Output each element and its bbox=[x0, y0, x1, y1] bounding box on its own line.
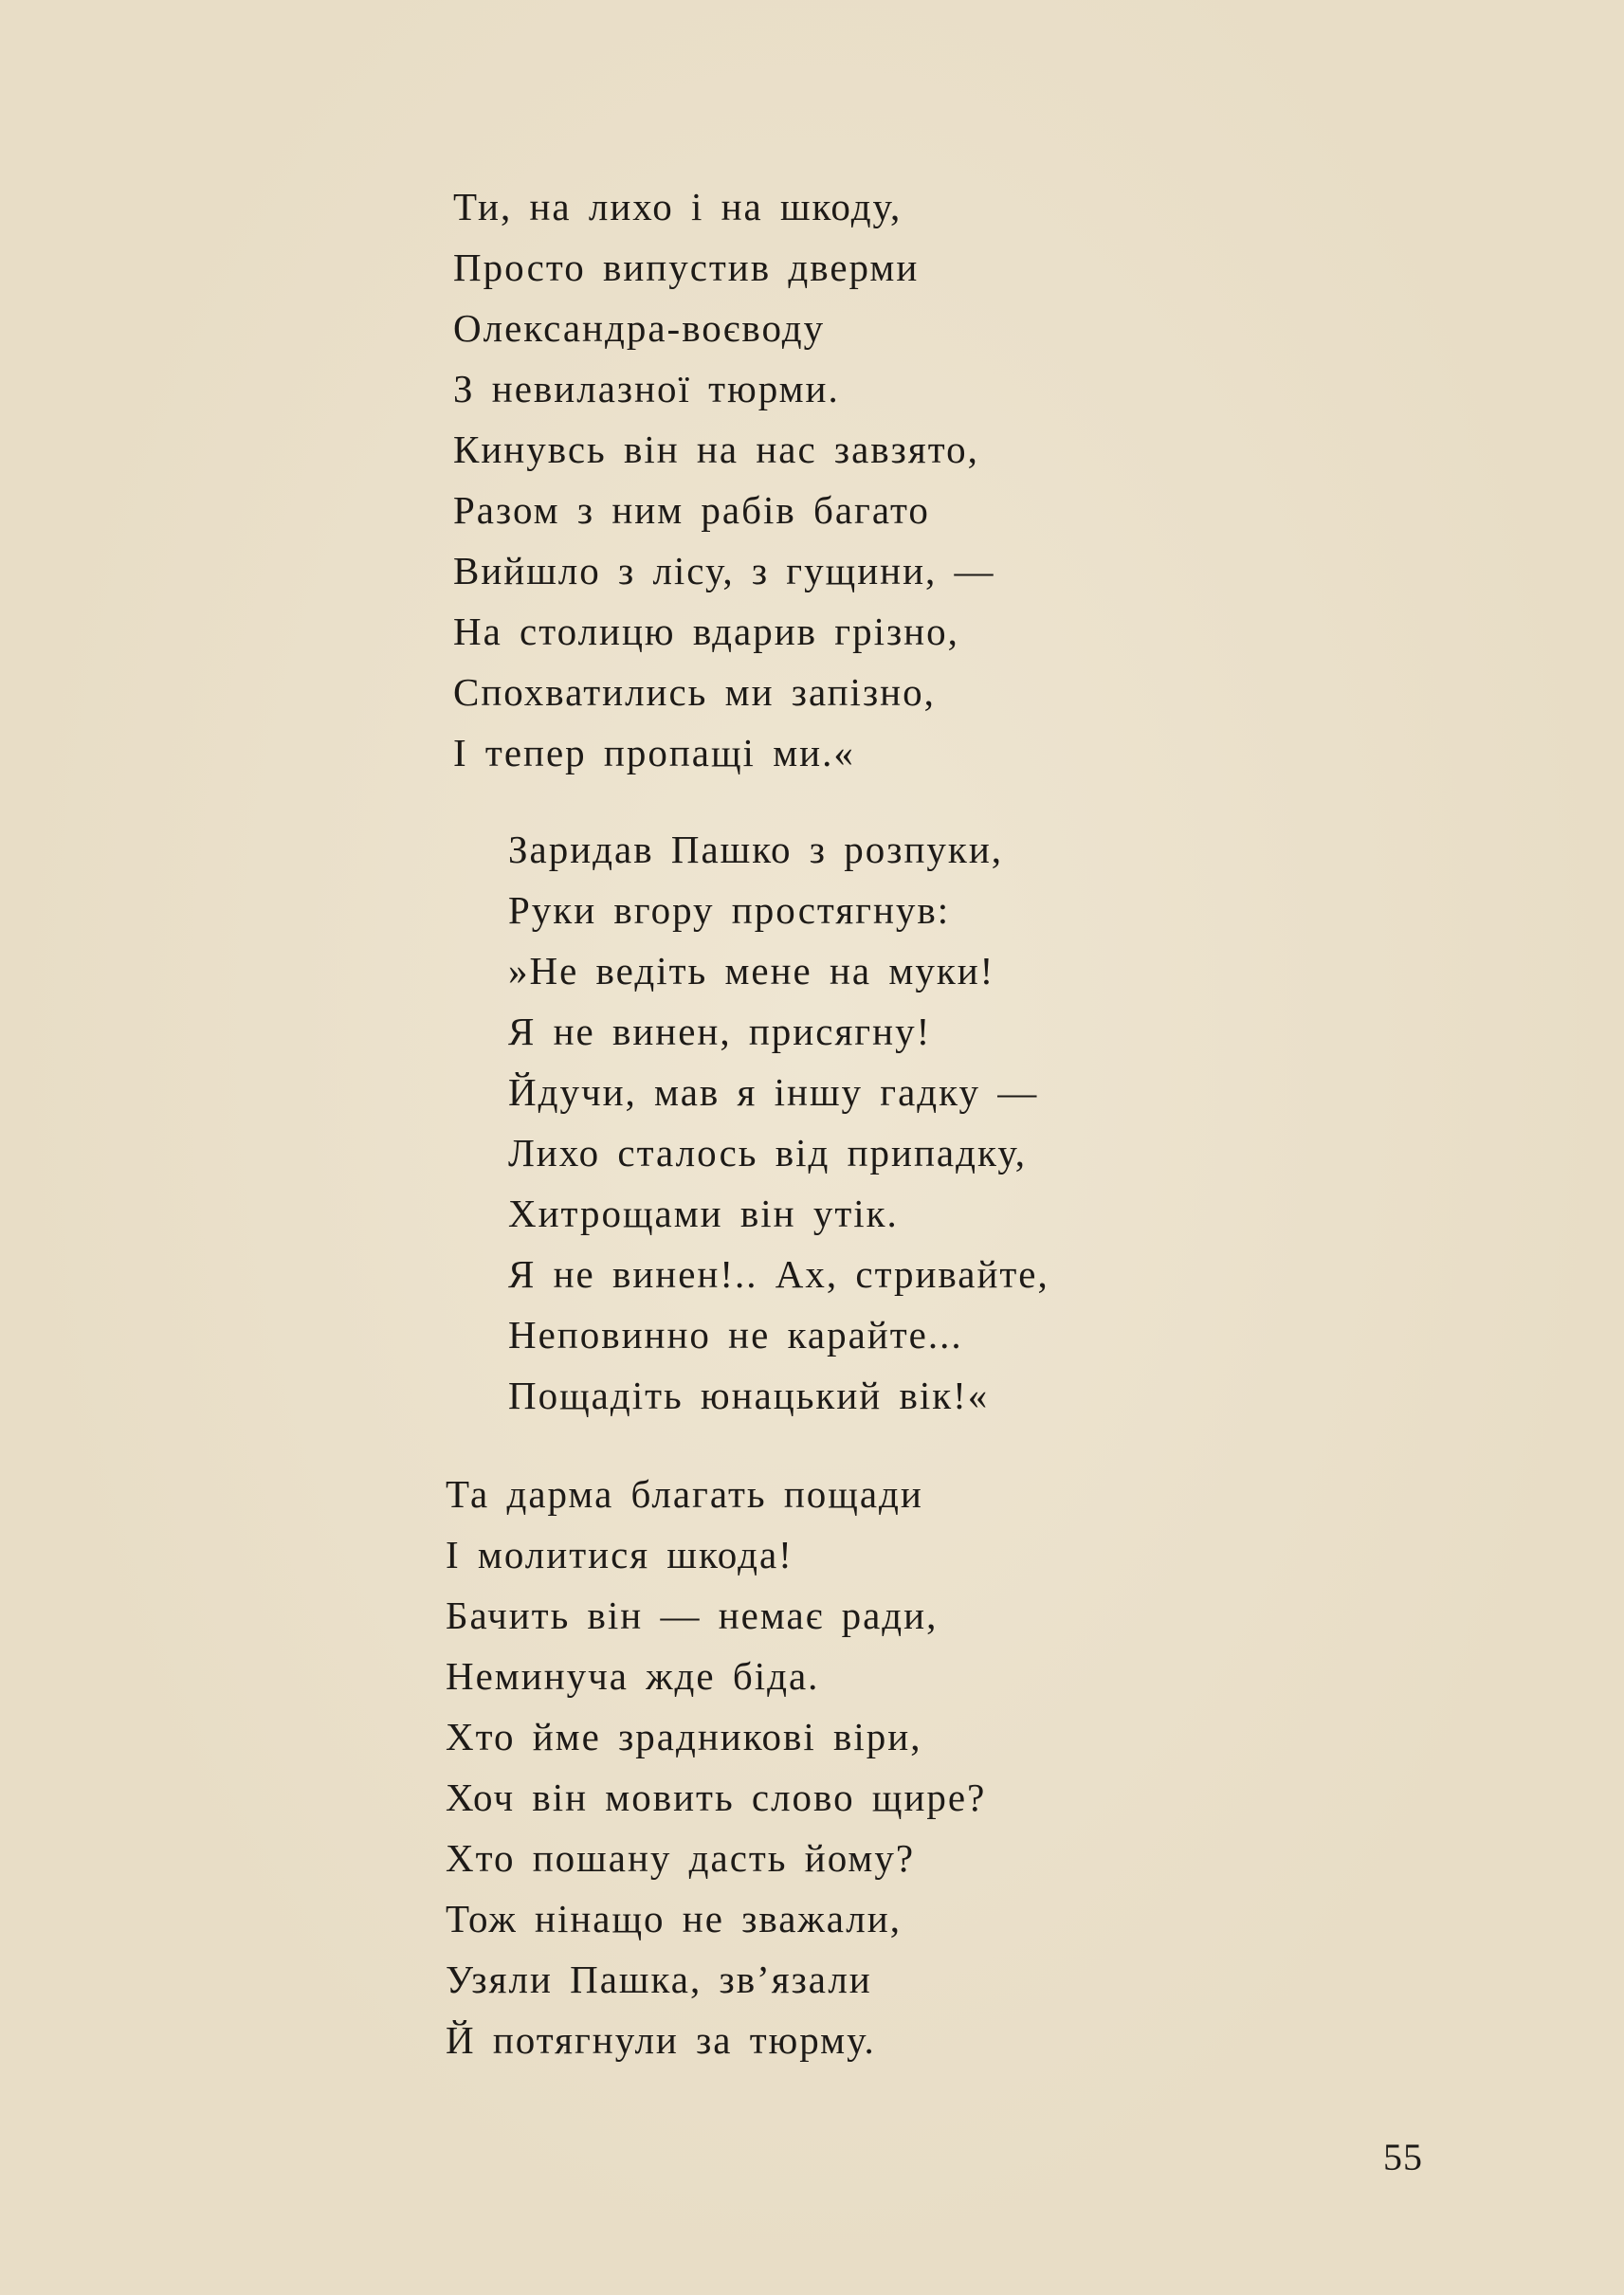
verse-line: Заридав Пашко з розпуки, bbox=[508, 828, 1004, 871]
verse-line: Хоч він мовить слово щире? bbox=[446, 1776, 987, 1819]
verse-line: Узяли Пашка, зв’язали bbox=[446, 1958, 872, 2001]
verse-line: На столицю вдарив грізно, bbox=[453, 610, 959, 653]
verse-line: Олександра-воєводу bbox=[453, 306, 826, 350]
verse-line: Неповинно не карайте... bbox=[508, 1313, 963, 1357]
page-number: 55 bbox=[1383, 2136, 1423, 2178]
verse-line: Та дарма благать пощади bbox=[446, 1472, 923, 1516]
verse-line: Пощадіть юнацький вік!« bbox=[508, 1374, 990, 1417]
verse-line: Кинувсь він на нас завзято, bbox=[453, 428, 979, 471]
verse-line: Тож нінащо не зважали, bbox=[446, 1897, 902, 1940]
verse-line: »Не ведіть мене на муки! bbox=[508, 949, 995, 993]
verse-line: Йдучи, мав я іншу гадку — bbox=[508, 1070, 1039, 1114]
verse-line: Спохватились ми запізно, bbox=[453, 670, 936, 714]
verse-line: Хто йме зрадникові віри, bbox=[446, 1715, 922, 1758]
verse-line: Ти, на лихо і на шкоду, bbox=[453, 185, 903, 228]
verse-line: Неминуча жде біда. bbox=[446, 1654, 820, 1698]
verse-line: Я не винен, присягну! bbox=[508, 1010, 932, 1053]
stanza-3 bbox=[446, 1464, 986, 2070]
stanza-1 bbox=[453, 176, 995, 783]
verse-line: Я не винен!.. Ах, стривайте, bbox=[508, 1252, 1049, 1296]
verse-line: Вийшло з лісу, з гущини, — bbox=[453, 549, 995, 592]
verse-line: З невилазної тюрми. bbox=[453, 367, 840, 410]
verse-line: Хитрощами він утік. bbox=[508, 1192, 899, 1235]
verse-line: Просто випустив дверми bbox=[453, 246, 920, 289]
verse-line: І молитися шкода! bbox=[446, 1533, 794, 1576]
verse-line: Й потягнули за тюрму. bbox=[446, 2018, 876, 2062]
verse-line: Хто пошану дасть йому? bbox=[446, 1836, 916, 1880]
verse-line: Лихо сталось від припадку, bbox=[508, 1131, 1027, 1175]
verse-line: Бачить він — немає ради, bbox=[446, 1594, 939, 1637]
verse-line: Руки вгору простягнув: bbox=[508, 888, 951, 932]
verse-line: Разом з ним рабів багато bbox=[453, 488, 930, 532]
verse-line: І тепер пропащі ми.« bbox=[453, 731, 855, 774]
stanza-2 bbox=[508, 819, 1049, 1426]
